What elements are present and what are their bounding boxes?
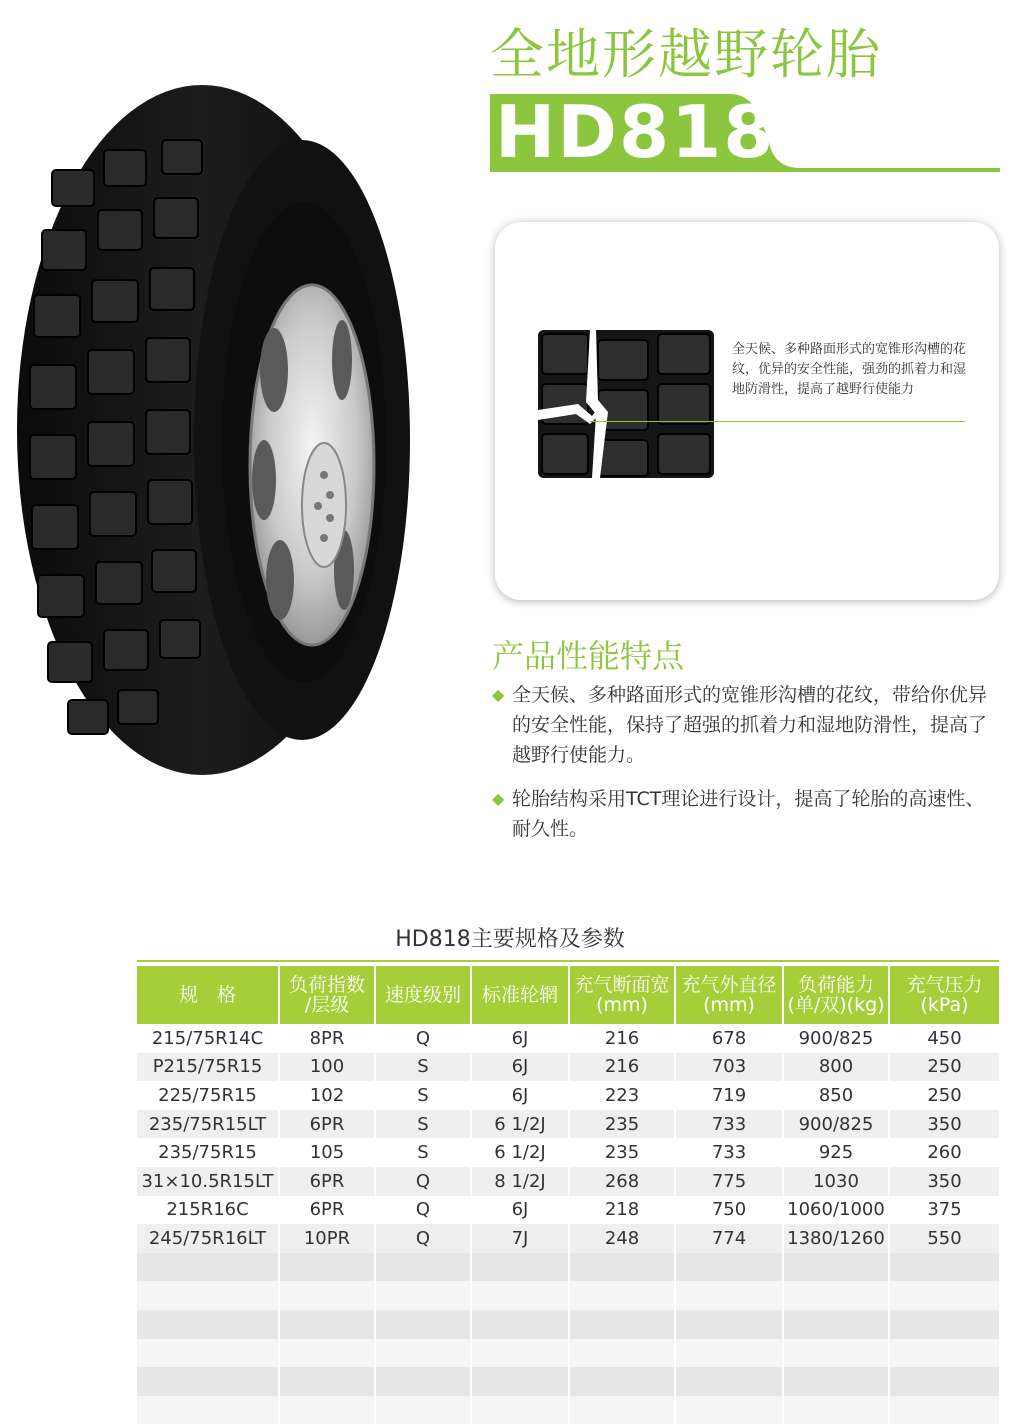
empty-cell xyxy=(279,1396,375,1425)
tire-product-image xyxy=(12,80,412,780)
table-cell: 215R16C xyxy=(137,1196,279,1225)
table-cell: 250 xyxy=(889,1053,999,1082)
empty-table-row xyxy=(137,1339,999,1368)
empty-cell xyxy=(889,1367,999,1396)
table-cell: 218 xyxy=(569,1196,675,1225)
header-cell: 充气断面宽 (mm) xyxy=(569,966,675,1024)
empty-cell xyxy=(375,1367,471,1396)
table-cell: 1060/1000 xyxy=(783,1196,889,1225)
empty-cell xyxy=(783,1253,889,1282)
table-cell: 6J xyxy=(471,1196,569,1225)
table-cell: S xyxy=(375,1138,471,1167)
table-cell: 268 xyxy=(569,1167,675,1196)
callout-line xyxy=(590,421,965,422)
empty-cell xyxy=(471,1396,569,1425)
table-cell: 6 1/2J xyxy=(471,1110,569,1139)
table-row xyxy=(137,1081,999,1110)
table-cell: 550 xyxy=(889,1224,999,1253)
table-cell: 225/75R15 xyxy=(137,1081,279,1110)
empty-cell xyxy=(569,1253,675,1282)
diamond-bullet-icon: ◆ xyxy=(492,789,505,808)
empty-cell xyxy=(471,1281,569,1310)
empty-table-row xyxy=(137,1253,999,1282)
table-cell: 703 xyxy=(675,1053,783,1082)
empty-cell xyxy=(279,1367,375,1396)
table-cell: 100 xyxy=(279,1053,375,1082)
header-cell: 充气压力 (kPa) xyxy=(889,966,999,1024)
table-cell: S xyxy=(375,1081,471,1110)
table-cell: S xyxy=(375,1110,471,1139)
empty-table-row xyxy=(137,1396,999,1425)
empty-cell xyxy=(783,1281,889,1310)
empty-cell xyxy=(569,1281,675,1310)
empty-table-row xyxy=(137,1310,999,1339)
header-cell: 负荷指数 /层级 xyxy=(279,966,375,1024)
table-cell: 223 xyxy=(569,1081,675,1110)
feature-item xyxy=(492,680,1002,770)
empty-cell xyxy=(375,1281,471,1310)
table-cell: 900/825 xyxy=(783,1024,889,1053)
table-cell: 6J xyxy=(471,1053,569,1082)
table-cell: 7J xyxy=(471,1224,569,1253)
empty-cell xyxy=(137,1396,279,1425)
table-cell: 733 xyxy=(675,1138,783,1167)
tread-closeup-image xyxy=(538,330,714,478)
empty-cell xyxy=(783,1367,889,1396)
table-cell: Q xyxy=(375,1024,471,1053)
empty-cell xyxy=(137,1253,279,1282)
empty-cell xyxy=(137,1367,279,1396)
empty-cell xyxy=(783,1339,889,1368)
empty-cell xyxy=(675,1339,783,1368)
empty-cell xyxy=(889,1281,999,1310)
empty-cell xyxy=(375,1396,471,1425)
table-cell: 102 xyxy=(279,1081,375,1110)
table-cell: 733 xyxy=(675,1110,783,1139)
empty-cell xyxy=(569,1396,675,1425)
empty-cell xyxy=(783,1396,889,1425)
table-row xyxy=(137,1138,999,1167)
empty-cell xyxy=(889,1253,999,1282)
empty-cell xyxy=(675,1396,783,1425)
feature-text: 轮胎结构采用TCT理论进行设计，提高了轮胎的高速性、耐久性。 xyxy=(512,788,985,840)
empty-cell xyxy=(889,1310,999,1339)
spec-table xyxy=(137,966,999,1424)
header-cell: 标准轮辋 xyxy=(471,966,569,1024)
table-cell: 900/825 xyxy=(783,1110,889,1139)
table-cell: 6J xyxy=(471,1081,569,1110)
table-cell: 216 xyxy=(569,1024,675,1053)
table-cell: 850 xyxy=(783,1081,889,1110)
table-cell: 235/75R15LT xyxy=(137,1110,279,1139)
table-cell: 800 xyxy=(783,1053,889,1082)
table-cell: 250 xyxy=(889,1081,999,1110)
header-cell: 充气外直径 (mm) xyxy=(675,966,783,1024)
empty-cell xyxy=(471,1367,569,1396)
empty-cell xyxy=(279,1310,375,1339)
features-heading: 产品性能特点 xyxy=(492,637,685,675)
model-name: HD818 xyxy=(495,90,776,174)
empty-cell xyxy=(137,1339,279,1368)
table-row xyxy=(137,1110,999,1139)
empty-cell xyxy=(137,1281,279,1310)
table-cell: 235 xyxy=(569,1110,675,1139)
feature-text: 全天候、多种路面形式的宽锥形沟槽的花纹，带给你优异的安全性能，保持了超强的抓着力和湿地防滑性，提高了越野行使能力。 xyxy=(512,684,988,766)
empty-cell xyxy=(375,1253,471,1282)
empty-cell xyxy=(471,1339,569,1368)
table-row xyxy=(137,1053,999,1082)
empty-cell xyxy=(569,1367,675,1396)
table-row xyxy=(137,1024,999,1053)
table-cell: 775 xyxy=(675,1167,783,1196)
tread-description: 全天候、多种路面形式的宽锥形沟槽的花纹，优异的安全性能，强劲的抓着力和湿地防滑性，提高了越野行使能力 xyxy=(732,342,967,397)
table-cell: 774 xyxy=(675,1224,783,1253)
table-cell: 375 xyxy=(889,1196,999,1225)
table-cell: 925 xyxy=(783,1138,889,1167)
feature-item xyxy=(492,784,1002,844)
table-cell: 245/75R16LT xyxy=(137,1224,279,1253)
table-cell: 105 xyxy=(279,1138,375,1167)
empty-cell xyxy=(675,1310,783,1339)
table-cell: 235/75R15 xyxy=(137,1138,279,1167)
table-cell: 6PR xyxy=(279,1196,375,1225)
empty-cell xyxy=(279,1253,375,1282)
empty-cell xyxy=(375,1310,471,1339)
table-cell: 719 xyxy=(675,1081,783,1110)
empty-cell xyxy=(889,1396,999,1425)
table-cell: 6PR xyxy=(279,1110,375,1139)
table-cell: 350 xyxy=(889,1167,999,1196)
table-cell: 6 1/2J xyxy=(471,1138,569,1167)
diamond-bullet-icon: ◆ xyxy=(492,685,505,704)
empty-cell xyxy=(279,1281,375,1310)
empty-cell xyxy=(471,1253,569,1282)
empty-table-row xyxy=(137,1367,999,1396)
table-cell: Q xyxy=(375,1224,471,1253)
empty-cell xyxy=(569,1339,675,1368)
table-cell: 1380/1260 xyxy=(783,1224,889,1253)
table-cell: 6J xyxy=(471,1024,569,1053)
table-cell: 31×10.5R15LT xyxy=(137,1167,279,1196)
table-cell: 8 1/2J xyxy=(471,1167,569,1196)
table-cell: 235 xyxy=(569,1138,675,1167)
product-category-title: 全地形越野轮胎 xyxy=(490,23,882,86)
table-cell: 248 xyxy=(569,1224,675,1253)
empty-cell xyxy=(675,1281,783,1310)
table-cell: 350 xyxy=(889,1110,999,1139)
empty-cell xyxy=(783,1310,889,1339)
header-cell: 规 格 xyxy=(137,966,279,1024)
table-row xyxy=(137,1167,999,1196)
table-cell: 1030 xyxy=(783,1167,889,1196)
table-top-rule xyxy=(137,960,999,962)
header-cell: 速度级别 xyxy=(375,966,471,1024)
empty-cell xyxy=(471,1310,569,1339)
table-cell: 10PR xyxy=(279,1224,375,1253)
table-cell: S xyxy=(375,1053,471,1082)
table-header-row xyxy=(137,966,999,1024)
empty-cell xyxy=(137,1310,279,1339)
empty-cell xyxy=(675,1253,783,1282)
empty-cell xyxy=(569,1310,675,1339)
header-cell: 负荷能力 (单/双)(kg) xyxy=(783,966,889,1024)
table-row xyxy=(137,1224,999,1253)
table-cell: Q xyxy=(375,1196,471,1225)
table-row xyxy=(137,1196,999,1225)
table-cell: 8PR xyxy=(279,1024,375,1053)
table-cell: 450 xyxy=(889,1024,999,1053)
empty-cell xyxy=(675,1367,783,1396)
table-cell: 750 xyxy=(675,1196,783,1225)
table-cell: 215/75R14C xyxy=(137,1024,279,1053)
table-cell: 216 xyxy=(569,1053,675,1082)
spec-table-title: HD818主要规格及参数 xyxy=(395,927,625,952)
empty-cell xyxy=(375,1339,471,1368)
empty-cell xyxy=(889,1339,999,1368)
table-cell: 260 xyxy=(889,1138,999,1167)
table-cell: P215/75R15 xyxy=(137,1053,279,1082)
empty-cell xyxy=(279,1339,375,1368)
table-cell: Q xyxy=(375,1167,471,1196)
table-cell: 6PR xyxy=(279,1167,375,1196)
table-cell: 678 xyxy=(675,1024,783,1053)
empty-table-row xyxy=(137,1281,999,1310)
